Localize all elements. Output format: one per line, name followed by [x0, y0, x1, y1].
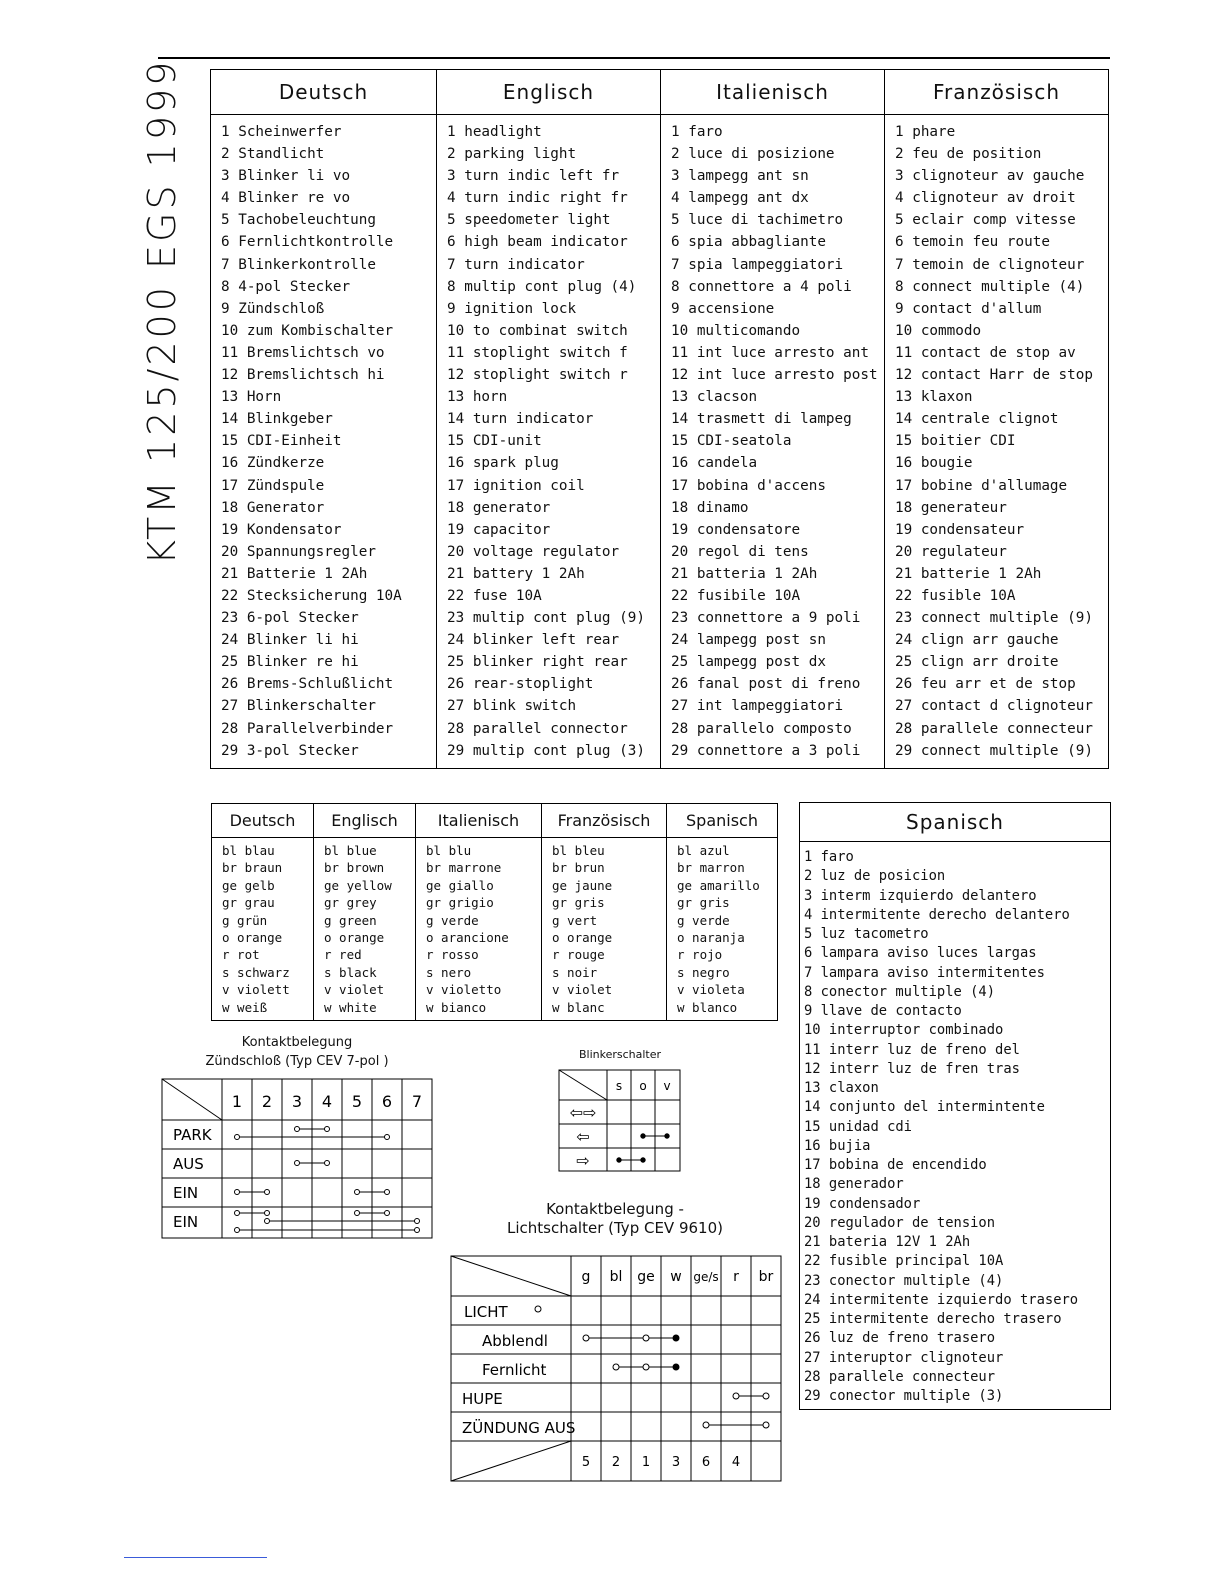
list-item: 5 luz tacometro: [804, 926, 929, 942]
list-item: 1 faro: [804, 849, 854, 865]
list-item: 8 conector multiple (4): [804, 983, 996, 1000]
component-legend-table: [210, 69, 1109, 769]
list-item: 21 batteria 1 2Ah: [671, 565, 818, 582]
ignition-row-ein: EIN: [173, 1184, 199, 1202]
list-item: 17 bobina de encendido: [804, 1157, 987, 1173]
list-item: gr gris: [552, 895, 605, 911]
list-item: 4 intermitente derecho delantero: [804, 906, 1070, 923]
list-item: gr grau: [222, 895, 275, 911]
list-item: s nero: [426, 964, 472, 980]
list-item: 28 parallele connecteur: [804, 1368, 996, 1385]
list-item: 15 CDI-seatola: [671, 433, 792, 450]
list-item: 9 Zündschloß: [221, 300, 325, 317]
list-item: 14 Blinkgeber: [221, 411, 333, 428]
list-item: gr grey: [324, 895, 377, 911]
list-item: 8 connettore a 4 poli: [671, 278, 852, 295]
legend-column-franzoesisch: [885, 70, 1108, 768]
list-item: 15 CDI-unit: [447, 433, 542, 450]
column-header: Englisch: [437, 70, 660, 115]
list-item: gr gris: [677, 895, 730, 911]
list-item: ge amarillo: [677, 877, 760, 893]
list-item: 20 Spannungsregler: [221, 543, 376, 560]
color-column-franzoesisch: [542, 804, 667, 1020]
light-col: w: [670, 1269, 682, 1285]
list-item: g vert: [552, 912, 598, 928]
list-item: w blanco: [677, 999, 738, 1015]
list-item: bl blue: [324, 843, 377, 858]
blinker-col: v: [663, 1079, 671, 1093]
list-item: 28 parallel connector: [447, 720, 628, 737]
list-item: 29 conector multiple (3): [804, 1388, 1004, 1404]
list-item: 28 parallelo composto: [671, 720, 852, 737]
list-item: 10 zum Kombischalter: [221, 322, 394, 339]
light-contacts: [535, 1306, 769, 1428]
legend-column-deutsch: [211, 70, 437, 768]
list-item: 6 spia abbagliante: [671, 234, 826, 251]
list-item: br marron: [677, 860, 745, 876]
ignition-contacts: [235, 1127, 420, 1233]
list-item: 8 multip cont plug (4): [447, 278, 637, 295]
list-item: s negro: [677, 964, 730, 980]
color-column-italienisch: [416, 804, 542, 1020]
list-item: 13 horn: [447, 389, 508, 406]
light-col: r: [733, 1269, 739, 1285]
top-rule: [158, 57, 1110, 59]
list-item: bl bleu: [552, 843, 605, 858]
light-pin: 6: [701, 1455, 711, 1470]
list-item: 20 regulador de tension: [804, 1214, 996, 1231]
ignition-row-aus: AUS: [173, 1155, 204, 1173]
list-item: 16 bujia: [804, 1137, 871, 1154]
list-item: 1 headlight: [447, 124, 542, 140]
light-row-abblendl: Abblendl: [482, 1332, 548, 1350]
list-item: 3 clignoteur av gauche: [895, 168, 1085, 185]
light-col: ge/s: [693, 1270, 719, 1284]
list-item: 10 multicomando: [671, 322, 801, 339]
list-item: w bianco: [426, 999, 487, 1015]
list-item: 7 Blinkerkontrolle: [221, 256, 376, 273]
blinker-switch-table: [558, 1069, 682, 1173]
list-item: 6 temoin feu route: [895, 234, 1050, 251]
list-item: br brown: [324, 860, 385, 876]
list-item: 9 llave de contacto: [804, 1003, 962, 1019]
ignition-col: 5: [351, 1092, 363, 1111]
ignition-row-park: PARK: [173, 1126, 212, 1144]
list-item: br braun: [222, 860, 283, 876]
list-item: 3 interm izquierdo delantero: [804, 887, 1037, 904]
light-subtitle: Lichtschalter (Typ CEV 9610): [507, 1219, 723, 1237]
ignition-row-ein-2: EIN: [173, 1213, 199, 1231]
list-item: 21 Batterie 1 2Ah: [221, 565, 368, 582]
light-pin: 1: [641, 1455, 651, 1470]
column-header: Englisch: [314, 804, 415, 838]
list-item: 8 connect multiple (4): [895, 278, 1085, 295]
list-item: 23 connect multiple (9): [895, 610, 1093, 627]
list-item: 14 turn indicator: [447, 411, 594, 428]
list-item: v violeta: [677, 982, 745, 998]
ignition-col: 2: [261, 1092, 273, 1111]
list-item: 3 lampegg ant sn: [671, 168, 809, 185]
list-item: 28 Parallelverbinder: [221, 720, 394, 737]
list-item: 21 bateria 12V 1 2Ah: [804, 1234, 971, 1250]
list-item: 8 4-pol Stecker: [221, 278, 351, 295]
ignition-subtitle: Zündschloß (Typ CEV 7-pol ): [205, 1054, 389, 1069]
vertical-title: KTM 125/200 EGS 1999: [140, 58, 184, 565]
list-item: 14 centrale clignot: [895, 411, 1059, 428]
list-item: w weiß: [222, 999, 268, 1015]
list-item: 12 int luce arresto post: [671, 367, 878, 384]
list-item: 29 connect multiple (9): [895, 742, 1093, 759]
ignition-col: 7: [411, 1092, 423, 1111]
list-item: 2 parking light: [447, 146, 577, 163]
list-item: 27 int lampeggiatori: [671, 698, 844, 715]
list-item: o naranja: [677, 929, 745, 945]
list-item: o arancione: [426, 929, 509, 945]
link-underline: [124, 1557, 267, 1558]
list-item: 25 lampegg post dx: [671, 654, 826, 671]
list-item: 23 6-pol Stecker: [221, 610, 359, 627]
blinker-title: Blinkerschalter: [578, 1048, 662, 1061]
list-item: s black: [324, 964, 377, 980]
list-item: 25 clign arr droite: [895, 654, 1059, 671]
spanish-header: Spanisch: [800, 803, 1110, 842]
list-item: 28 parallele connecteur: [895, 720, 1093, 737]
list-item: 12 interr luz de fren tras: [804, 1060, 1020, 1077]
blinker-row-right-arrow: ⇨: [576, 1151, 590, 1170]
blinker-row-both-arrows: ⇦⇨: [569, 1103, 597, 1122]
column-header: Französisch: [885, 70, 1108, 115]
list-item: 15 boitier CDI: [895, 433, 1016, 450]
list-item: 12 Bremslichtsch hi: [221, 367, 385, 384]
list-item: bl blu: [426, 843, 472, 858]
list-item: gr grigio: [426, 895, 494, 911]
column-header: Italienisch: [661, 70, 884, 115]
column-header: Französisch: [542, 804, 666, 838]
list-item: r rojo: [677, 947, 723, 963]
list-item: 18 generador: [804, 1176, 904, 1193]
list-item: g verde: [426, 912, 479, 928]
list-item: br marrone: [426, 860, 502, 876]
list-item: s schwarz: [222, 964, 290, 980]
list-item: 1 phare: [895, 124, 956, 140]
spanish-legend-box: [799, 802, 1111, 1410]
list-item: 10 commodo: [895, 322, 982, 339]
column-header: Spanisch: [667, 804, 777, 838]
list-item: o orange: [552, 929, 613, 945]
list-item: 18 dinamo: [671, 499, 749, 516]
list-item: 26 rear-stoplight: [447, 676, 594, 693]
list-item: ge gelb: [222, 877, 275, 893]
list-item: 27 interuptor clignoteur: [804, 1349, 1004, 1366]
light-col: bl: [609, 1269, 623, 1285]
list-item: r rosso: [426, 947, 479, 963]
ignition-col: 4: [321, 1092, 333, 1111]
list-item: 13 claxon: [804, 1080, 879, 1096]
list-item: 22 fusible 10A: [895, 587, 1016, 604]
list-item: r rot: [222, 947, 260, 963]
list-item: 7 turn indicator: [447, 256, 585, 273]
list-item: 4 Blinker re vo: [221, 190, 351, 207]
list-item: 12 contact Harr de stop: [895, 367, 1093, 384]
list-item: 25 blinker right rear: [447, 654, 628, 671]
list-item: 20 regol di tens: [671, 543, 809, 560]
list-item: 19 capacitor: [447, 521, 551, 538]
light-row-fernlicht: Fernlicht: [482, 1361, 547, 1379]
list-item: ge yellow: [324, 877, 392, 893]
list-item: 13 klaxon: [895, 389, 973, 406]
list-item: 16 Zündkerze: [221, 455, 325, 472]
list-item: 10 interruptor combinado: [804, 1022, 1004, 1039]
list-item: 6 high beam indicator: [447, 234, 628, 251]
list-item: 29 3-pol Stecker: [221, 742, 359, 759]
light-switch-table: [450, 1255, 783, 1483]
list-item: 7 spia lampeggiatori: [671, 256, 844, 273]
list-item: ge giallo: [426, 877, 494, 893]
list-item: 23 multip cont plug (9): [447, 610, 645, 627]
list-item: 11 stoplight switch f: [447, 344, 628, 361]
list-item: 3 turn indic left fr: [447, 168, 620, 185]
list-item: w white: [324, 999, 377, 1015]
list-item: 24 clign arr gauche: [895, 632, 1059, 649]
list-item: s noir: [552, 964, 598, 980]
list-item: 25 intermitente derecho trasero: [804, 1311, 1062, 1327]
list-item: 5 luce di tachimetro: [671, 212, 844, 229]
list-item: 17 bobine d'allumage: [895, 477, 1068, 494]
list-item: r red: [324, 947, 362, 963]
list-item: 6 Fernlichtkontrolle: [221, 234, 394, 251]
ignition-col: 1: [231, 1092, 243, 1111]
list-item: 23 connettore a 9 poli: [671, 610, 861, 627]
list-item: 18 generator: [447, 499, 551, 516]
list-item: 4 lampegg ant dx: [671, 190, 809, 207]
list-item: 11 interr luz de freno del: [804, 1041, 1020, 1058]
list-item: 24 lampegg post sn: [671, 632, 826, 649]
light-pin: 2: [611, 1455, 621, 1470]
list-item: 5 eclair comp vitesse: [895, 212, 1076, 229]
list-item: r rouge: [552, 947, 605, 963]
list-item: 10 to combinat switch: [447, 322, 628, 339]
list-item: 18 generateur: [895, 499, 1007, 516]
list-item: 22 fuse 10A: [447, 587, 542, 604]
list-item: 20 regulateur: [895, 543, 1007, 560]
list-item: 29 connettore a 3 poli: [671, 742, 861, 759]
list-item: 9 contact d'allum: [895, 300, 1042, 317]
list-item: 3 Blinker li vo: [221, 168, 351, 185]
color-column-spanisch: [667, 804, 777, 1020]
wire-color-table: [211, 803, 778, 1021]
legend-column-englisch: [437, 70, 661, 768]
list-item: 2 luce di posizione: [671, 146, 835, 163]
list-item: 17 Zündspule: [221, 477, 325, 494]
list-item: 16 spark plug: [447, 455, 559, 472]
list-item: 19 Kondensator: [221, 521, 342, 538]
list-item: 14 conjunto del intermintente: [804, 1099, 1045, 1116]
light-row-licht: LICHT: [464, 1303, 508, 1321]
list-item: 29 multip cont plug (3): [447, 742, 645, 759]
blinker-col: s: [615, 1079, 623, 1093]
light-pin: 5: [581, 1455, 591, 1470]
ignition-col: 3: [291, 1092, 303, 1111]
color-column-englisch: [314, 804, 416, 1020]
list-item: 24 blinker left rear: [447, 632, 620, 649]
list-item: 24 intermitente izquierdo trasero: [804, 1291, 1079, 1308]
list-item: 11 Bremslichtsch vo: [221, 344, 385, 361]
list-item: 25 Blinker re hi: [221, 654, 359, 671]
ignition-col: 6: [381, 1092, 393, 1111]
list-item: 22 fusible principal 10A: [804, 1253, 1004, 1270]
list-item: 13 Horn: [221, 389, 282, 406]
list-item: 1 Scheinwerfer: [221, 124, 342, 140]
list-item: 12 stoplight switch r: [447, 367, 628, 384]
list-item: g green: [324, 912, 377, 928]
list-item: 1 faro: [671, 124, 723, 140]
light-row-hupe: HUPE: [462, 1390, 503, 1408]
list-item: 23 conector multiple (4): [804, 1272, 1004, 1289]
list-item: 15 CDI-Einheit: [221, 433, 342, 450]
list-item: 6 lampara aviso luces largas: [804, 945, 1037, 962]
list-item: 2 luz de posicion: [804, 868, 946, 885]
list-item: 27 contact d clignoteur: [895, 698, 1093, 715]
list-item: 20 voltage regulator: [447, 543, 620, 560]
list-item: 26 luz de freno trasero: [804, 1330, 996, 1347]
light-title: Kontaktbelegung -: [546, 1200, 684, 1218]
list-item: 5 Tachobeleuchtung: [221, 212, 376, 229]
list-item: 14 trasmett di lampeg: [671, 411, 852, 428]
list-item: 19 condensateur: [895, 521, 1025, 538]
list-item: 4 turn indic right fr: [447, 190, 628, 207]
list-item: 2 feu de position: [895, 146, 1042, 163]
list-item: 11 contact de stop av: [895, 344, 1076, 361]
list-item: bl blau: [222, 843, 275, 858]
light-col: br: [758, 1269, 774, 1285]
list-item: 18 Generator: [221, 499, 325, 516]
list-item: v violet: [324, 982, 385, 998]
list-item: 9 ignition lock: [447, 300, 577, 317]
list-item: 19 condensatore: [671, 521, 801, 538]
light-pin: 3: [671, 1455, 681, 1470]
list-item: 22 fusibile 10A: [671, 587, 801, 604]
light-row-zuendung-aus: ZÜNDUNG AUS: [462, 1419, 576, 1437]
column-header: Deutsch: [211, 70, 436, 115]
list-item: 21 battery 1 2Ah: [447, 565, 585, 582]
list-item: ge jaune: [552, 877, 613, 893]
ignition-contact-table: [161, 1078, 434, 1240]
list-item: br brun: [552, 860, 605, 876]
list-item: 21 batterie 1 2Ah: [895, 565, 1042, 582]
list-item: 27 Blinkerschalter: [221, 698, 376, 715]
list-item: 27 blink switch: [447, 698, 577, 715]
blinker-row-left-arrow: ⇦: [576, 1127, 590, 1146]
list-item: 15 unidad cdi: [804, 1118, 912, 1135]
list-item: 17 ignition coil: [447, 477, 585, 494]
list-item: v violet: [552, 982, 613, 998]
list-item: 5 speedometer light: [447, 212, 611, 229]
list-item: 7 temoin de clignoteur: [895, 256, 1085, 273]
list-item: 17 bobina d'accens: [671, 477, 826, 494]
list-item: 4 clignoteur av droit: [895, 190, 1076, 207]
list-item: 16 bougie: [895, 455, 973, 472]
blinker-col: o: [639, 1079, 647, 1093]
list-item: bl azul: [677, 843, 730, 858]
legend-column-italienisch: [661, 70, 885, 768]
list-item: 9 accensione: [671, 300, 775, 317]
list-item: 7 lampara aviso intermitentes: [804, 964, 1045, 981]
light-col: ge: [637, 1269, 655, 1285]
list-item: 26 Brems-Schlußlicht: [221, 676, 394, 693]
color-column-deutsch: [212, 804, 314, 1020]
light-pin: 4: [731, 1455, 741, 1470]
list-item: o orange: [324, 929, 385, 945]
list-item: 24 Blinker li hi: [221, 632, 359, 649]
list-item: 11 int luce arresto ant: [671, 344, 869, 361]
list-item: g verde: [677, 912, 730, 928]
light-col: g: [581, 1269, 591, 1285]
column-header: Deutsch: [212, 804, 313, 838]
list-item: 22 Stecksicherung 10A: [221, 587, 402, 604]
list-item: w blanc: [552, 999, 605, 1015]
list-item: 2 Standlicht: [221, 146, 325, 163]
list-item: v violetto: [426, 982, 502, 998]
ignition-title: Kontaktbelegung: [241, 1035, 353, 1050]
list-item: g grün: [222, 912, 268, 928]
list-item: 19 condensador: [804, 1195, 921, 1212]
list-item: 26 fanal post di freno: [671, 676, 861, 693]
list-item: o orange: [222, 929, 283, 945]
column-header: Italienisch: [416, 804, 541, 838]
list-item: v violett: [222, 982, 290, 998]
list-item: 13 clacson: [671, 389, 758, 406]
list-item: 26 feu arr et de stop: [895, 676, 1076, 693]
list-item: 16 candela: [671, 455, 758, 472]
